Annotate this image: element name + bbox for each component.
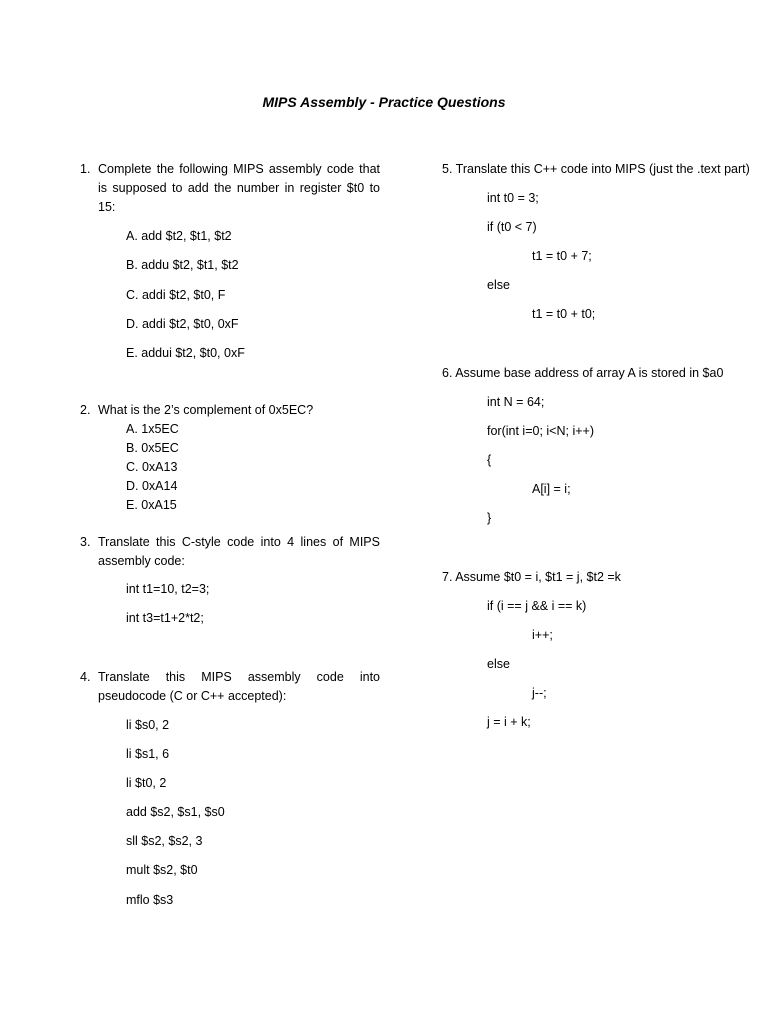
question-7-code-line-2: i++; [532, 628, 553, 642]
question-2-option-d: D. 0xA14 [126, 479, 178, 493]
question-2-option-b: B. 0x5EC [126, 441, 179, 455]
question-3-code-line-1: int t1=10, t2=3; [126, 582, 210, 596]
question-1-option-c: C. addi $t2, $t0, F [126, 288, 226, 302]
question-5-text: 5. Translate this C++ code into MIPS (just the .text part) [442, 162, 750, 176]
question-2-option-e: E. 0xA15 [126, 498, 177, 512]
question-1-option-e: E. addui $t2, $t0, 0xF [126, 346, 245, 360]
question-4-code-line-3: li $t0, 2 [126, 776, 167, 790]
question-6-text: 6. Assume base address of array A is stored in $a0 [442, 366, 724, 380]
question-4-code-line-2: li $s1, 6 [126, 747, 170, 761]
question-7-code-line-3: else [487, 657, 510, 671]
question-6-code-line-2: for(int i=0; i<N; i++) [487, 424, 594, 438]
question-1-line-3: 15: [98, 200, 116, 214]
question-1-option-d: D. addi $t2, $t0, 0xF [126, 317, 239, 331]
question-4-code-line-4: add $s2, $s1, $s0 [126, 805, 225, 819]
question-3-code-line-2: int t3=t1+2*t2; [126, 611, 204, 625]
question-1-option-b: B. addu $t2, $t1, $t2 [126, 258, 239, 272]
question-6-code-line-1: int N = 64; [487, 395, 545, 409]
question-3-line-2: assembly code: [98, 554, 185, 568]
question-5-code-line-4: else [487, 278, 510, 292]
question-2-text: What is the 2’s complement of 0x5EC? [98, 403, 314, 417]
question-1-line-1: Complete the following MIPS assembly code that [98, 162, 380, 176]
question-7-code-line-5: j = i + k; [487, 715, 531, 729]
question-7-text: 7. Assume $t0 = i, $t1 = j, $t2 =k [442, 570, 621, 584]
question-1-option-a: A. add $t2, $t1, $t2 [126, 229, 232, 243]
question-4-code-line-1: li $s0, 2 [126, 718, 170, 732]
question-4-code-line-5: sll $s2, $s2, 3 [126, 834, 203, 848]
question-7-code-line-4: j--; [532, 686, 547, 700]
question-4-number: 4. [80, 670, 91, 684]
question-3-line-1: Translate this C-style code into 4 lines of MIPS [98, 535, 380, 549]
question-6-code-line-4: A[i] = i; [532, 482, 571, 496]
question-6-code-line-5: } [487, 511, 492, 525]
question-6-code-line-3: { [487, 453, 492, 467]
question-1-number: 1. [80, 162, 91, 176]
question-2-number: 2. [80, 403, 91, 417]
question-2-option-a: A. 1x5EC [126, 422, 179, 436]
question-4-line-2: pseudocode (C or C++ accepted): [98, 689, 287, 703]
question-1-line-2: is supposed to add the number in register $t0 to [98, 181, 380, 195]
question-5-code-line-5: t1 = t0 + t0; [532, 307, 596, 321]
question-4-code-line-7: mflo $s3 [126, 893, 174, 907]
question-7-code-line-1: if (i == j && i == k) [487, 599, 587, 613]
question-5-code-line-2: if (t0 < 7) [487, 220, 537, 234]
question-3-number: 3. [80, 535, 91, 549]
page-title: MIPS Assembly - Practice Questions [262, 94, 506, 110]
question-5-code-line-1: int t0 = 3; [487, 191, 539, 205]
question-4-line-1: Translate this MIPS assembly code into [98, 670, 380, 684]
question-5-code-line-3: t1 = t0 + 7; [532, 249, 592, 263]
question-2-option-c: C. 0xA13 [126, 460, 178, 474]
question-4-code-line-6: mult $s2, $t0 [126, 863, 198, 877]
